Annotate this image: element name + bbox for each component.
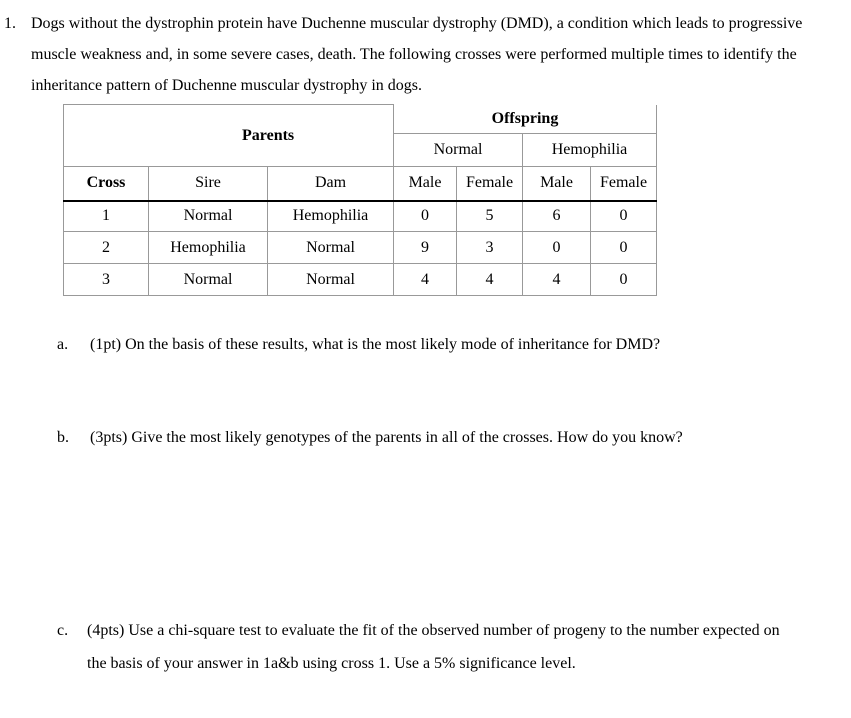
hemophilia-male-header: Male [523,167,591,201]
hemophilia-male-count: 0 [523,232,591,264]
parents-label: Parents [242,126,295,144]
cross-number: 2 [64,232,149,264]
subquestion-c-label: c. [57,622,69,639]
normal-female-header: Female [457,167,523,201]
sire-column-header: Sire [149,167,268,201]
table-row [64,232,657,264]
cross-table [63,104,657,296]
cross-column-header: Cross [64,167,149,201]
question-number: 1. [4,15,16,32]
hemophilia-header: Hemophilia [523,134,657,167]
subquestion-c [57,614,797,680]
normal-male-count: 9 [394,232,457,264]
normal-female-count: 5 [457,201,523,232]
normal-female-count: 4 [457,264,523,296]
subquestion-a-label: a. [57,336,69,353]
normal-male-count: 0 [394,201,457,232]
hemophilia-female-count: 0 [591,264,657,296]
subquestion-b-label: b. [57,429,69,446]
hemophilia-male-count: 6 [523,201,591,232]
subquestion-a-text: (1pt) On the basis of these results, what is the most likely mode of inheritance for DMD? [90,336,661,353]
normal-female-count: 3 [457,232,523,264]
hemophilia-female-header: Female [591,167,657,201]
parents-header [64,105,394,167]
cross-table-wrapper [63,104,657,296]
normal-male-header: Male [394,167,457,201]
dam-cell: Hemophilia [268,201,394,232]
hemophilia-female-count: 0 [591,201,657,232]
subquestion-c-text: (4pts) Use a chi-square test to evaluate the fit of the observed number of progeny to the number expected on the basis of your answer in 1a&b using cross 1. Use a 5% significance level. [87,622,780,672]
dam-column-header: Dam [268,167,394,201]
cross-number: 3 [64,264,149,296]
table-row [64,264,657,296]
table-row [64,201,657,232]
dam-cell: Normal [268,264,394,296]
hemophilia-female-count: 0 [591,232,657,264]
subquestion-b [57,429,837,447]
dam-cell: Normal [268,232,394,264]
sire-cell: Hemophilia [149,232,268,264]
sire-cell: Normal [149,201,268,232]
subquestion-b-text: (3pts) Give the most likely genotypes of the parents in all of the crosses. How do you know? [90,429,683,446]
hemophilia-male-count: 4 [523,264,591,296]
question-1 [4,8,834,101]
cross-number: 1 [64,201,149,232]
question-text: Dogs without the dystrophin protein have Duchenne muscular dystrophy (DMD), a condition which leads to progressive muscle weakness and, in some severe cases, death. The following crosses were performed multiple times to identify the inheritance pattern of Duchenne muscular dystrophy in dogs. [31,15,803,94]
subquestion-a [57,336,837,354]
normal-header: Normal [394,134,523,167]
normal-male-count: 4 [394,264,457,296]
sire-cell: Normal [149,264,268,296]
offspring-header: Offspring [394,105,657,134]
